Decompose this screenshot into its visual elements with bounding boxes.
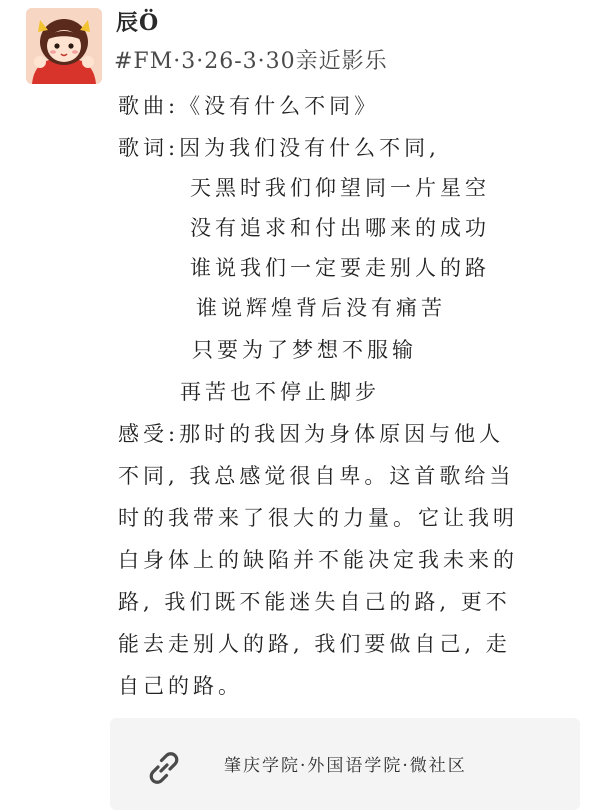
song-title: 《没有什么不同》 xyxy=(179,94,380,118)
lyrics-line-1: 天黑时我们仰望同一片星空 xyxy=(190,176,490,200)
feeling-text: 那时的我因为身体原因与他人 xyxy=(179,422,505,446)
feeling-line-2: 时的我带来了很大的力量。它让我明 xyxy=(118,506,518,530)
lyrics-line-5: 只要为了梦想不服输 xyxy=(192,338,417,362)
lyrics-line-0 xyxy=(118,132,440,162)
link-card-title: 肇庆学院·外国语学院·微社区 xyxy=(224,756,467,776)
feeling-line-5: 能去走别人的路, 我们要做自己, 走 xyxy=(118,632,511,656)
feeling-line-6: 自己的路。 xyxy=(118,674,243,698)
avatar[interactable] xyxy=(26,8,102,84)
lyrics-line-3: 谁说我们一定要走别人的路 xyxy=(190,256,490,280)
avatar-image xyxy=(26,8,102,84)
feeling-label: 感受: xyxy=(118,422,180,446)
lyrics-text: 因为我们没有什么不同, xyxy=(179,136,440,160)
username[interactable]: 辰Ö xyxy=(116,10,160,36)
song-line xyxy=(118,90,379,120)
song-label: 歌曲: xyxy=(118,94,180,118)
lyrics-line-2: 没有追求和付出哪来的成功 xyxy=(190,216,490,240)
post-tagline: #FM·3·26-3·30亲近影乐 xyxy=(114,49,388,74)
lyrics-label: 歌词: xyxy=(118,136,180,160)
link-icon xyxy=(144,748,184,788)
feeling-line-0 xyxy=(118,418,504,448)
lyrics-line-4: 谁说辉煌背后没有痛苦 xyxy=(196,296,446,320)
lyrics-line-6: 再苦也不停止脚步 xyxy=(180,380,380,404)
link-card[interactable] xyxy=(110,718,580,810)
feeling-line-3: 白身体上的缺陷并不能决定我未来的 xyxy=(118,548,518,572)
feeling-line-1: 不同, 我总感觉很自卑。这首歌给当 xyxy=(118,464,515,488)
feeling-line-4: 路, 我们既不能迷失自己的路, 更不 xyxy=(118,590,511,614)
